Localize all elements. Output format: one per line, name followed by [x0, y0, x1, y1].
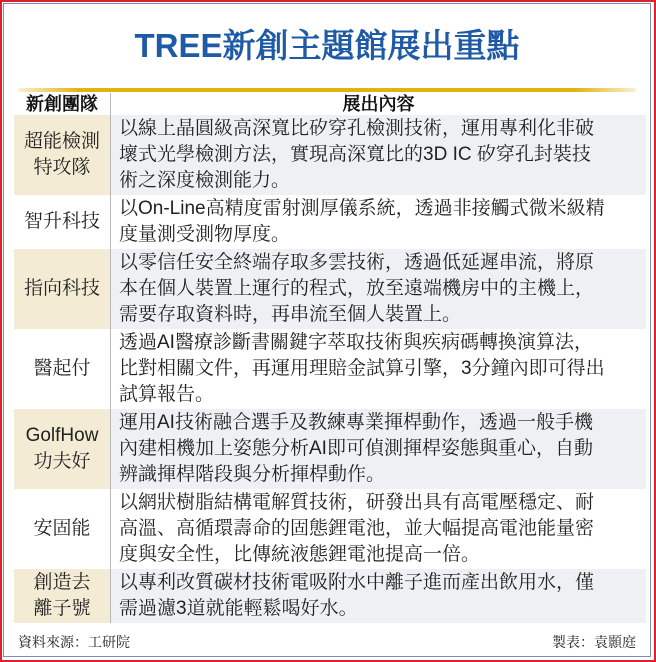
content-line: 以線上晶圓級高深寬比矽穿孔檢測技術，運用專利化非破	[119, 118, 595, 139]
content-cell	[111, 409, 646, 489]
header-content: 展出內容	[342, 94, 415, 114]
content-line: 以零信任安全終端存取多雲技術，透過低延遲串流，將原	[119, 252, 595, 273]
team-name	[26, 423, 99, 475]
content-line: 內建相機加上姿態分析AI即可偵測揮桿姿態與重心，自動	[119, 438, 593, 459]
table-row	[14, 249, 646, 329]
infographic-panel	[3, 3, 651, 657]
team-cell	[14, 115, 111, 195]
team-name-line: 智升科技	[23, 211, 100, 232]
source-note: 資料來源：工研院	[18, 634, 130, 650]
team-name	[24, 276, 100, 302]
header-team: 新創團隊	[14, 93, 111, 115]
team-name-line: 離子號	[33, 598, 91, 619]
content-cell	[111, 249, 646, 329]
page-title: TREE新創主題館展出重點	[134, 27, 520, 64]
team-cell	[14, 329, 111, 409]
content-cell	[111, 329, 646, 409]
team-name-line: GolfHow	[25, 425, 99, 446]
content-line: 本在個人裝置上運行的程式，放至遠端機房中的主機上，	[119, 278, 595, 299]
table-header	[14, 93, 646, 115]
content-line: 透過AI醫療診斷書關鍵字萃取技術與疾病碼轉換演算法，	[119, 332, 593, 353]
content-cell	[111, 569, 646, 623]
title-divider	[18, 88, 636, 92]
team-name-line: 創造去	[33, 572, 91, 593]
table-row	[14, 115, 646, 195]
team-name	[33, 570, 90, 622]
content-cell	[111, 489, 646, 569]
content-line: 需過濾3道就能輕鬆喝好水。	[119, 598, 358, 619]
content-line: 比對相關文件，再運用理賠金試算引擎，3分鐘內即可得出	[119, 358, 605, 379]
team-name-line: 功夫好	[33, 451, 91, 472]
content-line: 高溫、高循環壽命的固態鋰電池，並大幅提高電池能量密	[119, 518, 595, 539]
team-cell	[14, 409, 111, 489]
team-cell	[14, 489, 111, 569]
team-cell	[14, 249, 111, 329]
team-name	[33, 516, 90, 542]
team-name-line: 指向科技	[23, 278, 100, 299]
content-line: 試算報告。	[119, 384, 215, 405]
table-row	[14, 569, 646, 623]
content-cell	[111, 195, 646, 249]
content-line: 需要存取資料時，再串流至個人裝置上。	[119, 304, 462, 325]
table-row	[14, 409, 646, 489]
team-name-line: 特攻隊	[33, 157, 91, 178]
team-name	[24, 209, 100, 235]
content-cell	[111, 115, 646, 195]
table-body	[14, 115, 646, 623]
team-name	[33, 356, 90, 382]
team-name-line: 超能檢測	[23, 131, 100, 152]
exhibit-table	[14, 93, 646, 623]
credit-note: 製表：袁顥庭	[552, 634, 636, 650]
content-line: 辨識揮桿階段與分析揮桿動作。	[119, 464, 386, 485]
team-cell	[14, 569, 111, 623]
table-row	[14, 329, 646, 409]
team-name	[24, 129, 100, 181]
content-line: 運用AI技術融合選手及教練專業揮桿動作，透過一般手機	[119, 412, 593, 433]
content-line: 壞式光學檢測方法，實現高深寬比的3D IC 矽穿孔封裝技	[119, 144, 591, 165]
content-line: 以On-Line高精度雷射測厚儀系統，透過非接觸式微米級精	[119, 198, 605, 219]
content-line: 術之深度檢測能力。	[119, 170, 291, 191]
content-line: 度與安全性，比傳統液態鋰電池提高一倍。	[119, 544, 481, 565]
table-row	[14, 489, 646, 569]
team-name-line: 醫起付	[33, 358, 91, 379]
team-cell	[14, 195, 111, 249]
team-name-line: 安固能	[33, 518, 91, 539]
content-line: 以專利改質碳材技術電吸附水中離子進而產出飲用水，僅	[119, 572, 595, 593]
table-row	[14, 195, 646, 249]
content-line: 度量測受測物厚度。	[119, 224, 291, 245]
content-line: 以網狀樹脂結構電解質技術，研發出具有高電壓穩定、耐	[119, 492, 595, 513]
